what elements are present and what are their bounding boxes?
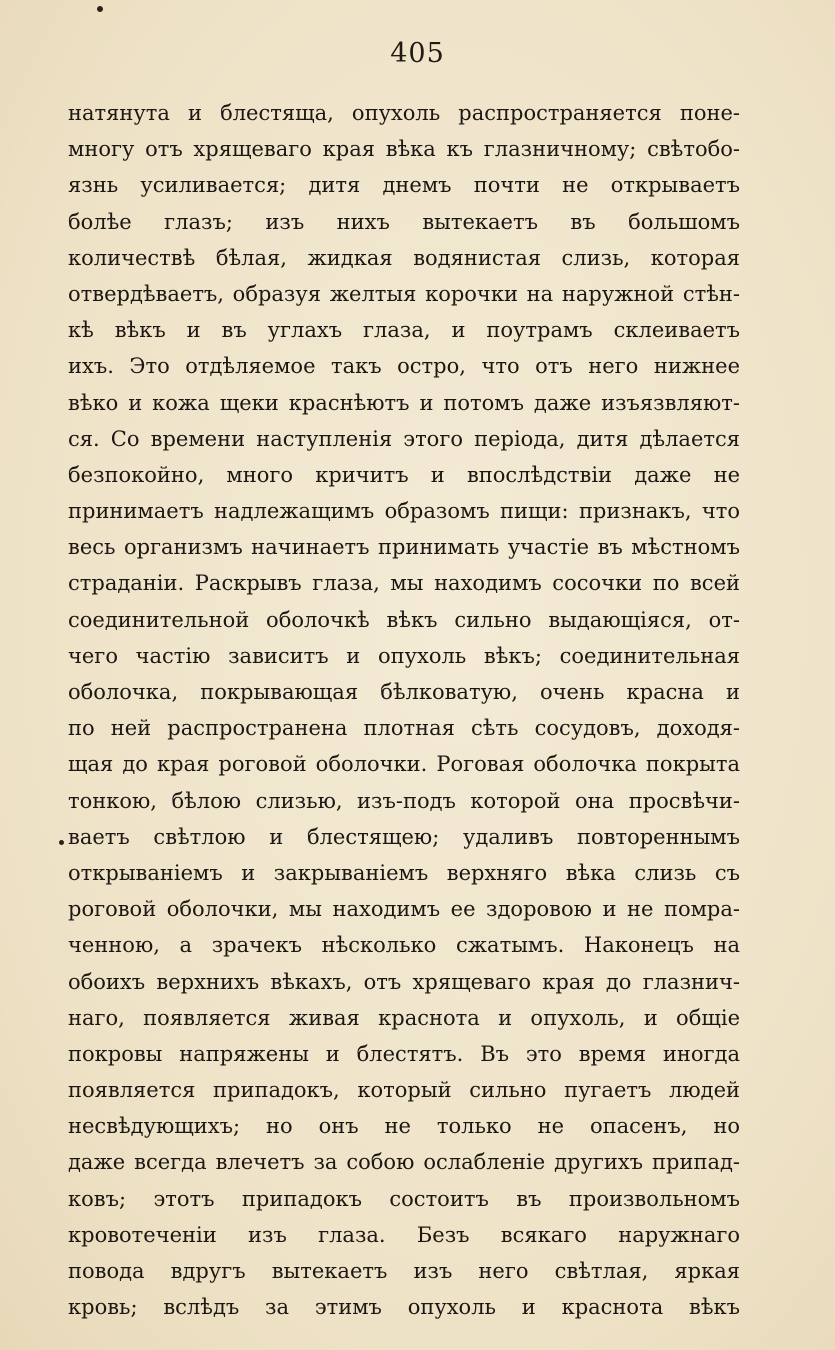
text-line: многу отъ хрящеваго края вѣка къ глазничному; свѣтобо- bbox=[68, 137, 740, 162]
text-line: кѣ вѣкъ и въ углахъ глаза, и поутрамъ склеиваетъ bbox=[68, 318, 740, 343]
text-line: роговой оболочки, мы находимъ ее здоровою и не помра- bbox=[68, 897, 740, 922]
text-line: чего частію зависитъ и опухоль вѣкъ; соединительная bbox=[68, 643, 740, 668]
ink-speck bbox=[97, 6, 103, 12]
text-line: покровы напряжены и блестятъ. Въ это время иногда bbox=[68, 1041, 740, 1066]
text-line: весь организмъ начинаетъ принимать участіе въ мѣстномъ bbox=[68, 535, 740, 560]
text-line: наго, появляется живая краснота и опухоль, и общіе bbox=[68, 1005, 740, 1030]
text-line: принимаетъ надлежащимъ образомъ пищи: признакъ, что bbox=[68, 499, 740, 524]
text-line: появляется припадокъ, который сильно пугаетъ людей bbox=[68, 1078, 740, 1103]
text-line: ихъ. Это отдѣляемое такъ остро, что отъ него нижнее bbox=[68, 354, 740, 379]
text-line: оболочка, покрывающая бѣлковатую, очень красна и bbox=[68, 680, 740, 704]
text-line: ваетъ свѣтлою и блестящею; удаливъ повтореннымъ bbox=[68, 824, 740, 849]
text-line: тонкою, бѣлою слизью, изъ-подъ которой она просвѣчи- bbox=[68, 788, 740, 813]
body-text bbox=[68, 95, 740, 1325]
text-line: вѣко и кожа щеки краснѣютъ и потомъ даже изъязвляют- bbox=[68, 390, 740, 415]
text-line: количествѣ бѣлая, жидкая водянистая слизь, которая bbox=[68, 245, 740, 270]
text-line: натянута и блестяща, опухоль распространяется поне- bbox=[68, 101, 740, 125]
text-line: отвердѣваетъ, образуя желтыя корочки на наружной стѣн- bbox=[68, 281, 740, 306]
text-line: по ней распространена плотная сѣть сосудовъ, доходя- bbox=[68, 716, 740, 741]
text-line: ся. Со времени наступленія этого періода, дитя дѣлается bbox=[68, 426, 740, 451]
text-line: повода вдругъ вытекаетъ изъ него свѣтлая, яркая bbox=[68, 1259, 740, 1283]
page-number: 405 bbox=[390, 38, 445, 69]
text-line: щая до края роговой оболочки. Роговая оболочка покрыта bbox=[68, 752, 740, 777]
text-line: страданіи. Раскрывъ глаза, мы находимъ сосочки по всей bbox=[68, 571, 740, 596]
text-line: кровотеченіи изъ глаза. Безъ всякаго наружнаго bbox=[68, 1222, 740, 1247]
text-line: открываніемъ и закрываніемъ верхняго вѣка слизь съ bbox=[68, 860, 740, 885]
text-line: соединительной оболочкѣ вѣкъ сильно выдающіяся, от- bbox=[68, 607, 740, 632]
text-line: несвѣдующихъ; но онъ не только не опасенъ, но bbox=[68, 1114, 740, 1139]
text-line: болѣе глазъ; изъ нихъ вытекаетъ въ большомъ bbox=[68, 209, 740, 234]
ink-speck bbox=[59, 840, 64, 845]
text-line: даже всегда влечетъ за собою ослабленіе другихъ припад- bbox=[68, 1150, 740, 1175]
text-line: язнь усиливается; дитя днемъ почти не открываетъ bbox=[68, 173, 740, 198]
text-line: безпокойно, много кричитъ и впослѣдствіи даже не bbox=[68, 462, 740, 487]
text-line: обоихъ верхнихъ вѣкахъ, отъ хрящеваго края до глазнич- bbox=[68, 969, 740, 994]
text-line: ченною, а зрачекъ нѣсколько сжатымъ. Наконецъ на bbox=[68, 933, 740, 958]
text-line: ковъ; этотъ припадокъ состоитъ въ произвольномъ bbox=[68, 1186, 740, 1211]
text-line: кровь; вслѣдъ за этимъ опухоль и краснота вѣкъ bbox=[68, 1295, 740, 1320]
